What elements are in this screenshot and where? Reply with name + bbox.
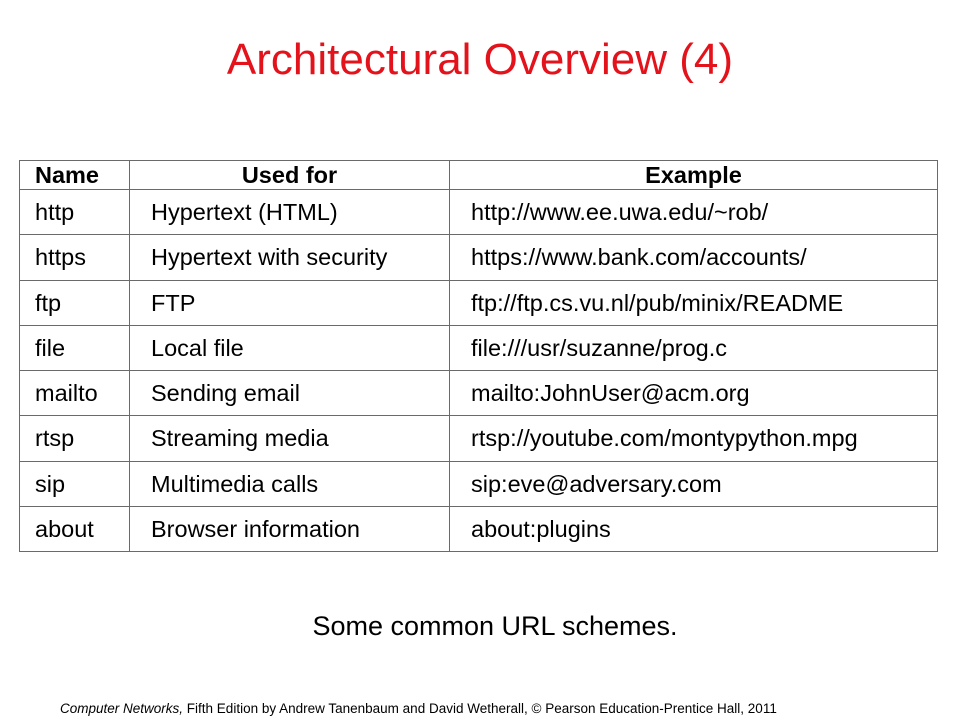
- scheme-example: rtsp://youtube.com/montypython.mpg: [450, 416, 938, 461]
- scheme-name: mailto: [20, 371, 130, 416]
- scheme-name: rtsp: [20, 416, 130, 461]
- scheme-name: file: [20, 325, 130, 370]
- scheme-example: sip:eve@adversary.com: [450, 461, 938, 506]
- table-caption: Some common URL schemes.: [312, 611, 678, 641]
- footer-book-title: Computer Networks,: [60, 701, 184, 716]
- scheme-used-for: Sending email: [130, 371, 450, 416]
- scheme-used-for: Browser information: [130, 506, 450, 551]
- scheme-used-for: Hypertext (HTML): [130, 190, 450, 235]
- slide-footer: [60, 700, 777, 718]
- table-row: [20, 461, 938, 506]
- scheme-used-for: Multimedia calls: [130, 461, 450, 506]
- table-header-row: [20, 161, 938, 190]
- table-row: [20, 416, 938, 461]
- scheme-example: file:///usr/suzanne/prog.c: [450, 325, 938, 370]
- scheme-name: about: [20, 506, 130, 551]
- scheme-used-for: Hypertext with security: [130, 235, 450, 280]
- scheme-name: ftp: [20, 280, 130, 325]
- table-row: [20, 280, 938, 325]
- scheme-used-for: Local file: [130, 325, 450, 370]
- table-row: [20, 506, 938, 551]
- scheme-example: about:plugins: [450, 506, 938, 551]
- url-schemes-table: [19, 160, 938, 552]
- scheme-example: ftp://ftp.cs.vu.nl/pub/minix/README: [450, 280, 938, 325]
- scheme-name: https: [20, 235, 130, 280]
- table-row: [20, 190, 938, 235]
- scheme-example: https://www.bank.com/accounts/: [450, 235, 938, 280]
- slide-title: Architectural Overview (4): [226, 35, 734, 84]
- url-schemes-table-container: [19, 160, 937, 552]
- scheme-example: http://www.ee.uwa.edu/~rob/: [450, 190, 938, 235]
- footer-credit: Fifth Edition by Andrew Tanenbaum and David Wetherall, © Pearson Education-Prentice Hall, 2011: [183, 701, 777, 716]
- table-row: [20, 235, 938, 280]
- scheme-name: http: [20, 190, 130, 235]
- table-row: [20, 325, 938, 370]
- table-row: [20, 371, 938, 416]
- scheme-used-for: Streaming media: [130, 416, 450, 461]
- header-used-for: Used for: [130, 161, 450, 190]
- header-example: Example: [450, 161, 938, 190]
- scheme-used-for: FTP: [130, 280, 450, 325]
- scheme-name: sip: [20, 461, 130, 506]
- header-name: Name: [20, 161, 130, 190]
- scheme-example: mailto:JohnUser@acm.org: [450, 371, 938, 416]
